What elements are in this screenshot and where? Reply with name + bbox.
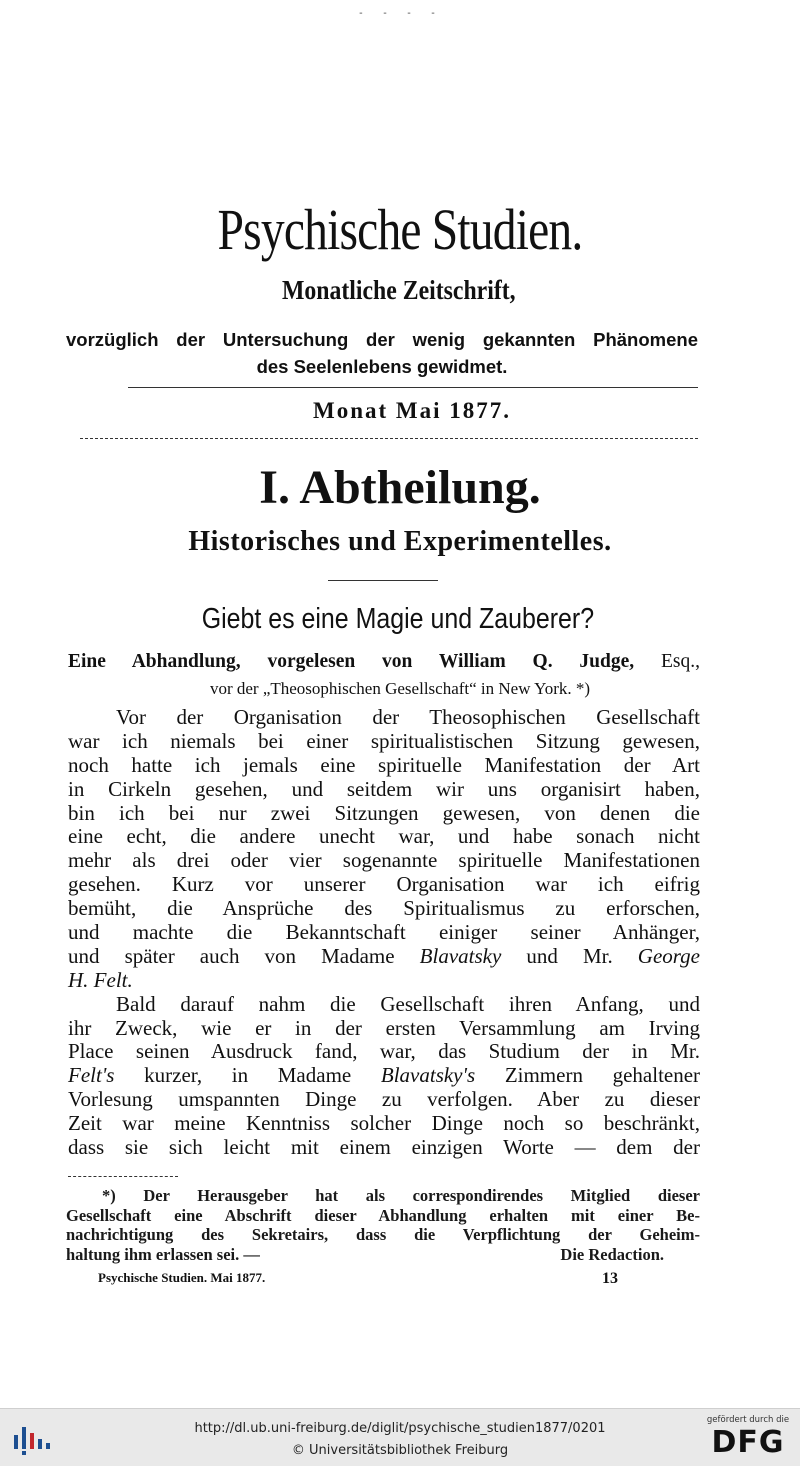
- footnote-line: *) Der Herausgeber hat als correspondirendes Mitglied dieser: [102, 1186, 700, 1205]
- scan-marks: - - - -: [357, 8, 443, 19]
- body-line: ihr Zweck, wie er in der ersten Versammlung am Irving: [68, 1015, 700, 1040]
- section-subheading: Historisches und Experimentelles.: [188, 526, 612, 557]
- journal-title: Psychische Studien.: [217, 197, 583, 262]
- body-line: war ich niemals bei einer spiritualistischen Sitzung gewesen,: [68, 728, 700, 753]
- body-line: Felt's kurzer, in Madame Blavatsky's Zimmern gehaltener: [68, 1063, 701, 1088]
- body-line: bemüht, die Ansprüche des Spiritualismus zu erforschen,: [68, 896, 700, 921]
- dfg-logo-icon[interactable]: [704, 1415, 792, 1461]
- dfg-logo-text: DFG: [711, 1425, 785, 1460]
- description-line-1: vorzüglich der Untersuchung der wenig gekannten Phänomene: [66, 329, 698, 350]
- footnote-line: Gesellschaft eine Abschrift dieser Abhandlung erhalten mit einer Be-: [66, 1205, 700, 1225]
- description-line-2: des Seelenlebens gewidmet.: [256, 356, 508, 377]
- byline-bold: Eine Abhandlung, vorgelesen von William Q. Judge,: [68, 651, 635, 672]
- body-line: Vorlesung umspannten Dinge zu verfolgen. Aber zu dieser: [68, 1087, 700, 1112]
- footnote-separator: [68, 1176, 178, 1177]
- body-line: mehr als drei oder vier sogenannte spirituelle Manifestationen: [68, 848, 700, 873]
- short-rule: [328, 580, 438, 581]
- journal-description: [66, 326, 698, 380]
- rule-divider: [80, 438, 698, 439]
- body-line: bin ich bei nur zwei Sitzungen gewesen, von denen die: [68, 800, 700, 825]
- page-number: 13: [602, 1270, 618, 1287]
- rule-divider: [128, 387, 698, 388]
- running-footer-title: Psychische Studien. Mai 1877.: [98, 1270, 266, 1285]
- journal-subtitle: Monatliche Zeitschrift,: [281, 275, 516, 305]
- copyright-notice: © Universitätsbibliothek Freiburg: [291, 1443, 509, 1458]
- running-footer: [98, 1270, 618, 1288]
- footnote-line: haltung ihm erlassen sei. — Die Redaction.: [66, 1245, 700, 1265]
- body-line: Place seinen Ausdruck fand, war, das Studium der in Mr.: [68, 1039, 700, 1064]
- footnote-signature: Die Redaction.: [560, 1244, 664, 1264]
- article-title: Giebt es eine Magie und Zauberer?: [201, 603, 595, 635]
- article-body: [68, 706, 700, 1160]
- issue-date: Monat Mai 1877.: [312, 398, 511, 423]
- byline-tail: Esq.,: [661, 651, 700, 672]
- article-byline-2: vor der „Theosophischen Gesellschaft“ in New York. *): [209, 679, 591, 698]
- source-url[interactable]: http://dl.ub.uni-freiburg.de/diglit/psychische_studien1877/0201: [194, 1421, 606, 1436]
- footnote: [66, 1186, 700, 1264]
- dfg-caption: gefördert durch die: [706, 1415, 790, 1425]
- body-line: noch hatte ich jemals eine spirituelle Manifestation der Art: [68, 752, 700, 777]
- body-line: Vor der Organisation der Theosophischen Gesellschaft: [116, 705, 700, 729]
- body-line: dass sie sich leicht mit einem einzigen Worte — dem der: [68, 1135, 700, 1160]
- body-line: Zeit war meine Kenntniss solcher Dinge noch so beschränkt,: [68, 1111, 700, 1136]
- body-line: und machte die Bekanntschaft einiger seiner Anhänger,: [68, 920, 700, 945]
- article-byline: [68, 651, 700, 673]
- digitization-footer-bar: [0, 1408, 800, 1466]
- body-line: und später auch von Madame Blavatsky und Mr. George: [68, 943, 700, 968]
- section-heading: I. Abtheilung.: [259, 461, 541, 514]
- body-line: in Cirkeln gesehen, und seitdem wir uns organisirt haben,: [68, 776, 700, 801]
- body-line: eine echt, die andere unecht war, und habe sonach nicht: [68, 824, 700, 849]
- body-line: Bald darauf nahm die Gesellschaft ihren Anfang, und: [116, 991, 700, 1016]
- footnote-line: nachrichtigung des Sekretairs, dass die Verpflichtung der Geheim-: [66, 1225, 700, 1244]
- body-line: gesehen. Kurz vor unserer Organisation war ich eifrig: [68, 872, 700, 897]
- body-line: H. Felt.: [68, 967, 133, 992]
